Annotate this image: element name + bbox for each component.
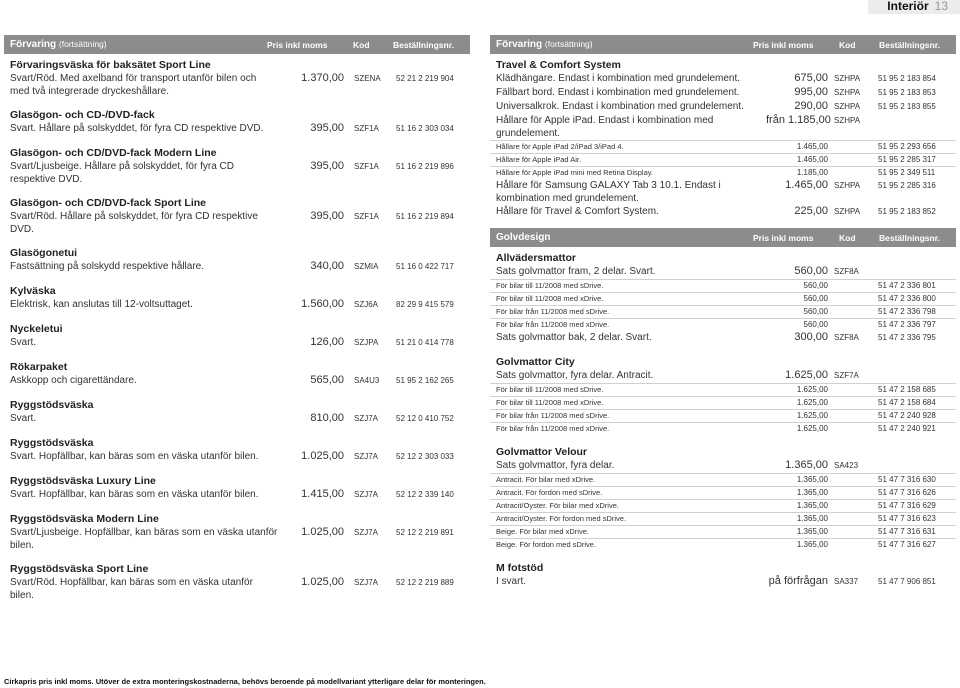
product-price: 395,00 xyxy=(310,160,344,172)
order-number: 51 95 2 285 316 xyxy=(878,181,936,190)
product-description: Hållare för Apple iPad Air. xyxy=(496,155,582,164)
product-price: 1.370,00 xyxy=(301,72,344,84)
order-number: 52 12 2 339 140 xyxy=(396,490,454,499)
header-subtitle: (fortsättning) xyxy=(544,39,593,49)
order-number: 52 12 2 303 033 xyxy=(396,452,454,461)
product-row xyxy=(490,459,956,473)
order-number: 51 95 2 285 317 xyxy=(878,155,936,164)
product-description: Beige. För bilar med xDrive. xyxy=(496,527,589,536)
product-row xyxy=(4,336,470,350)
product-code: SZENA xyxy=(354,74,381,83)
order-number: 52 12 0 410 752 xyxy=(396,414,454,423)
order-number: 51 47 2 336 798 xyxy=(878,307,936,316)
product-price: 1.465,00 xyxy=(785,179,828,191)
order-number: 82 29 9 415 579 xyxy=(396,300,454,309)
sub-product-row xyxy=(490,140,956,153)
product-price: 1.365,00 xyxy=(796,488,828,497)
product-row xyxy=(4,374,470,388)
sub-product-row xyxy=(490,383,956,396)
left-sections xyxy=(4,58,470,602)
product-price: 1.365,00 xyxy=(785,459,828,471)
section-heading: M fotstöd xyxy=(496,562,544,574)
product-description: Fällbart bord. Endast i kombination med grundelement. xyxy=(496,87,740,98)
order-number: 51 95 2 183 854 xyxy=(878,74,936,83)
product-price: 810,00 xyxy=(310,412,344,424)
order-number: 51 16 2 219 896 xyxy=(396,162,454,171)
section-heading: Allvädersmattor xyxy=(496,252,576,264)
product-code: SZF7A xyxy=(834,371,859,380)
section-heading: Ryggstödsväska Luxury Line xyxy=(10,475,156,487)
product-code: SA337 xyxy=(834,577,859,586)
product-description: För bilar från 11/2008 med xDrive. xyxy=(496,424,610,433)
section-heading: Travel & Comfort System xyxy=(496,59,621,71)
product-price: 1.625,00 xyxy=(785,369,828,381)
product-description: Svart/Ljusbeige. Hopfällbar, kan bäras som en väska utanför bilen. xyxy=(10,527,278,551)
product-row xyxy=(490,100,956,114)
order-number: 51 21 0 414 778 xyxy=(396,338,454,347)
product-price: 1.365,00 xyxy=(796,475,828,484)
product-price: 560,00 xyxy=(794,265,828,277)
col-order-header: Beställningsnr. xyxy=(879,232,940,243)
product-price: 126,00 xyxy=(310,336,344,348)
product-description: Antracit. För fordon med sDrive. xyxy=(496,488,603,497)
product-row xyxy=(490,369,956,383)
product-description: Sats golvmattor, fyra delar. xyxy=(496,460,615,471)
product-description: Hållare för Apple iPad. Endast i kombination med grundelement. xyxy=(496,115,714,139)
section-heading: Rökarpaket xyxy=(10,361,68,373)
product-description: Askkopp och cigarettändare. xyxy=(10,375,137,386)
col-code-header: Kod xyxy=(839,39,856,50)
header-subtitle: (fortsättning) xyxy=(58,39,107,49)
travel-comfort-section xyxy=(490,58,956,219)
product-price: 560,00 xyxy=(803,320,828,329)
mfot-section xyxy=(490,561,956,589)
col-order-header: Beställningsnr. xyxy=(879,39,940,50)
sub-product-row xyxy=(490,279,956,292)
product-description: Antracit. För bilar med xDrive. xyxy=(496,475,596,484)
table-header-right-2 xyxy=(490,228,956,247)
section-heading: Ryggstödsväska xyxy=(10,437,94,449)
product-price: 675,00 xyxy=(794,72,828,84)
product-code: SZF1A xyxy=(354,124,379,133)
sub-product-row xyxy=(490,305,956,318)
product-code: SZMIA xyxy=(354,262,379,271)
section-heading: Ryggstödsväska xyxy=(10,399,94,411)
order-number: 51 16 2 303 034 xyxy=(396,124,454,133)
product-section xyxy=(4,474,470,502)
product-price: 1.365,00 xyxy=(796,514,828,523)
product-code: SZHPA xyxy=(834,102,861,111)
product-code: SZF1A xyxy=(354,212,379,221)
order-number: 51 47 7 316 623 xyxy=(878,514,936,523)
product-description: För bilar till 11/2008 med xDrive. xyxy=(496,398,604,407)
order-number: 51 95 2 183 855 xyxy=(878,102,936,111)
col-order-header: Beställningsnr. xyxy=(393,39,454,50)
section-heading: Ryggstödsväska Sport Line xyxy=(10,563,149,575)
page-number: 13 xyxy=(934,0,948,13)
product-description: Sats golvmattor, fyra delar. Antracit. xyxy=(496,370,654,381)
order-number: 51 47 7 906 851 xyxy=(878,577,936,586)
page-header xyxy=(887,0,948,13)
product-code: SZF8A xyxy=(834,333,859,342)
section-heading: Förvaringsväska för baksätet Sport Line xyxy=(10,59,211,71)
product-section xyxy=(4,512,470,552)
product-code: SZJ6A xyxy=(354,300,379,309)
product-description: För bilar till 11/2008 med sDrive. xyxy=(496,385,604,394)
col-price-header: Pris inkl moms xyxy=(753,39,814,50)
order-number: 51 47 2 158 685 xyxy=(878,385,936,394)
order-number: 51 16 2 219 894 xyxy=(396,212,454,221)
product-section xyxy=(4,284,470,312)
section-heading: Ryggstödsväska Modern Line xyxy=(10,513,159,525)
product-code: SZHPA xyxy=(834,74,861,83)
product-price: 1.625,00 xyxy=(796,398,828,407)
sub-product-row xyxy=(490,473,956,486)
product-section xyxy=(4,146,470,186)
product-description: För bilar från 11/2008 med xDrive. xyxy=(496,320,610,329)
product-price: 560,00 xyxy=(803,294,828,303)
table-header-left xyxy=(4,35,470,54)
product-price: på förfrågan xyxy=(768,575,828,587)
product-description: Fastsättning på solskydd respektive hållare. xyxy=(10,261,204,272)
order-number: 51 47 7 316 630 xyxy=(878,475,936,484)
order-number: 51 47 7 316 626 xyxy=(878,488,936,497)
product-description: Svart/Ljusbeige. Hållare på solskyddet, för fyra CD respektive DVD. xyxy=(10,161,234,185)
product-description: Hållare för Samsung GALAXY Tab 3 10.1. Endast i kombination med grundelement. xyxy=(496,180,721,204)
section-heading: Golvmattor City xyxy=(496,356,575,368)
product-code: SA4U3 xyxy=(354,376,380,385)
product-code: SZJ7A xyxy=(354,578,379,587)
product-section xyxy=(4,246,470,274)
header-title: Golvdesign xyxy=(496,232,551,243)
product-section xyxy=(4,360,470,388)
section-heading: Kylväska xyxy=(10,285,56,297)
order-number: 51 47 2 336 801 xyxy=(878,281,936,290)
product-section xyxy=(4,562,470,602)
product-code: SZJ7A xyxy=(354,452,379,461)
product-description: Sats golvmattor bak, 2 delar. Svart. xyxy=(496,332,652,343)
product-description: Antracit/Oyster. För fordon med sDrive. xyxy=(496,514,627,523)
product-price: 290,00 xyxy=(794,100,828,112)
product-code: SZHPA xyxy=(834,88,861,97)
product-description: Sats golvmattor fram, 2 delar. Svart. xyxy=(496,266,656,277)
product-description: Svart. Hopfällbar, kan bäras som en väska utanför bilen. xyxy=(10,489,259,500)
product-row xyxy=(4,298,470,312)
product-code: SZHPA xyxy=(834,181,861,190)
sub-product-row xyxy=(490,292,956,305)
product-price: 1.415,00 xyxy=(301,488,344,500)
product-row xyxy=(490,114,956,140)
sub-product-row xyxy=(490,409,956,422)
sub-product-row xyxy=(490,153,956,166)
col-code-header: Kod xyxy=(353,39,370,50)
product-section xyxy=(4,398,470,426)
product-row xyxy=(4,412,470,426)
product-description: Svart. xyxy=(10,337,37,348)
allvader-section xyxy=(490,251,956,345)
sub-product-row xyxy=(490,486,956,499)
product-price: 1.560,00 xyxy=(301,298,344,310)
order-number: 51 95 2 162 265 xyxy=(396,376,454,385)
product-description: Hållare för Apple iPad mini med Retina Display. xyxy=(496,168,654,177)
section-heading: Nyckeletui xyxy=(10,323,63,335)
product-price: 300,00 xyxy=(794,331,828,343)
order-number: 51 95 2 293 656 xyxy=(878,142,936,151)
product-code: SZF8A xyxy=(834,267,859,276)
section-heading: Golvmattor Velour xyxy=(496,446,588,458)
product-price: från 1.185,00 xyxy=(766,114,831,126)
product-row xyxy=(490,575,956,589)
product-row xyxy=(4,488,470,502)
product-row xyxy=(490,86,956,100)
order-number: 51 47 2 240 921 xyxy=(878,424,936,433)
product-description: Universalkrok. Endast i kombination med grundelement. xyxy=(496,101,744,112)
product-price: 1.465,00 xyxy=(796,155,828,164)
order-number: 51 47 2 336 800 xyxy=(878,294,936,303)
product-code: SZJPA xyxy=(354,338,379,347)
product-section xyxy=(4,436,470,464)
col-price-header: Pris inkl moms xyxy=(267,39,328,50)
product-description: Svart/Röd. Med axelband för transport utanför bilen och med två integrerade dryckeshållare. xyxy=(10,73,257,97)
velour-section xyxy=(490,445,956,551)
product-description: För bilar till 11/2008 med sDrive. xyxy=(496,281,604,290)
product-section xyxy=(4,322,470,350)
product-description: I svart. xyxy=(496,576,527,587)
header-title: Förvaring xyxy=(10,39,57,50)
product-description: Svart/Röd. Hopfällbar, kan bäras som en väska utanför bilen. xyxy=(10,577,253,601)
table-header-right-1 xyxy=(490,35,956,54)
product-price: 1.625,00 xyxy=(796,411,828,420)
order-number: 52 21 2 219 904 xyxy=(396,74,454,83)
sub-product-row xyxy=(490,318,956,331)
product-description: Klädhängare. Endast i kombination med grundelement. xyxy=(496,73,741,84)
product-row xyxy=(490,331,956,345)
order-number: 52 12 2 219 891 xyxy=(396,528,454,537)
order-number: 51 47 2 336 795 xyxy=(878,333,936,342)
product-description: Svart. Hållare på solskyddet, för fyra CD respektive DVD. xyxy=(10,123,264,134)
sub-product-row xyxy=(490,512,956,525)
product-row xyxy=(4,210,470,236)
order-number: 51 95 2 183 853 xyxy=(878,88,936,97)
product-row xyxy=(4,72,470,98)
product-row xyxy=(4,576,470,602)
product-row xyxy=(4,526,470,552)
order-number: 51 47 2 158 684 xyxy=(878,398,936,407)
product-description: Hållare för Apple iPad 2/iPad 3/iPad 4. xyxy=(496,142,624,151)
sub-product-row xyxy=(490,166,956,179)
product-row xyxy=(490,205,956,219)
order-number: 52 12 2 219 889 xyxy=(396,578,454,587)
product-price: 1.625,00 xyxy=(796,385,828,394)
product-price: 1.365,00 xyxy=(796,540,828,549)
product-description: Svart. xyxy=(10,413,37,424)
product-code: SZHPA xyxy=(834,116,861,125)
product-description: För bilar till 11/2008 med xDrive. xyxy=(496,294,604,303)
product-price: 1.185,00 xyxy=(796,168,828,177)
product-section xyxy=(4,58,470,98)
product-price: 395,00 xyxy=(310,210,344,222)
product-code: SZJ7A xyxy=(354,414,379,423)
sub-product-row xyxy=(490,525,956,538)
section-heading: Glasögon- och CD/DVD-fack Modern Line xyxy=(10,147,217,159)
footer-note xyxy=(4,677,486,686)
left-column xyxy=(4,35,470,602)
product-price: 560,00 xyxy=(803,281,828,290)
product-row xyxy=(490,72,956,86)
right-column xyxy=(490,35,956,589)
product-section xyxy=(4,108,470,136)
order-number: 51 95 2 183 852 xyxy=(878,207,936,216)
sub-product-row xyxy=(490,422,956,435)
section-title: Interiör xyxy=(887,0,929,13)
product-price: 1.025,00 xyxy=(301,576,344,588)
product-price: 340,00 xyxy=(310,260,344,272)
product-section xyxy=(4,196,470,236)
product-description: Hållare för Travel & Comfort System. xyxy=(496,206,659,217)
city-section xyxy=(490,355,956,435)
col-price-header: Pris inkl moms xyxy=(753,232,814,243)
sub-product-row xyxy=(490,499,956,512)
product-price: 1.625,00 xyxy=(796,424,828,433)
footer-text: Utöver de extra monteringskostnaderna, behövs beroende på modellvariant ytterligare delar för monteringen. xyxy=(95,677,486,686)
product-row xyxy=(4,160,470,186)
product-row xyxy=(4,450,470,464)
section-heading: Glasögonetui xyxy=(10,247,78,259)
order-number: 51 47 7 316 629 xyxy=(878,501,936,510)
product-price: 1.025,00 xyxy=(301,450,344,462)
product-description: Svart. Hopfällbar, kan bäras som en väska utanför bilen. xyxy=(10,451,259,462)
section-heading: Glasögon- och CD-/DVD-fack xyxy=(10,109,155,121)
product-price: 560,00 xyxy=(803,307,828,316)
product-description: För bilar från 11/2008 med sDrive. xyxy=(496,411,610,420)
product-description: Svart/Röd. Hållare på solskyddet, för fyra CD respektive DVD. xyxy=(10,211,258,235)
order-number: 51 47 7 316 627 xyxy=(878,540,936,549)
order-number: 51 47 2 240 928 xyxy=(878,411,936,420)
footer-bold: Cirkapris pris inkl moms. xyxy=(4,677,94,686)
order-number: 51 95 2 349 511 xyxy=(878,168,936,177)
col-code-header: Kod xyxy=(839,232,856,243)
product-price: 1.365,00 xyxy=(796,501,828,510)
product-price: 225,00 xyxy=(794,205,828,217)
product-row xyxy=(4,260,470,274)
product-price: 995,00 xyxy=(794,86,828,98)
product-code: SZF1A xyxy=(354,162,379,171)
product-price: 1.465,00 xyxy=(796,142,828,151)
sub-product-row xyxy=(490,538,956,551)
product-description: Antracit/Oyster. För bilar med xDrive. xyxy=(496,501,619,510)
product-code: SZJ7A xyxy=(354,528,379,537)
product-price: 565,00 xyxy=(310,374,344,386)
product-price: 1.365,00 xyxy=(796,527,828,536)
product-code: SZJ7A xyxy=(354,490,379,499)
product-description: För bilar från 11/2008 med sDrive. xyxy=(496,307,610,316)
product-price: 1.025,00 xyxy=(301,526,344,538)
product-description: Beige. För fordon med sDrive. xyxy=(496,540,597,549)
header-title: Förvaring xyxy=(496,39,543,50)
product-row xyxy=(490,179,956,205)
product-price: 395,00 xyxy=(310,122,344,134)
order-number: 51 47 7 316 631 xyxy=(878,527,936,536)
product-description: Elektrisk, kan anslutas till 12-voltsuttaget. xyxy=(10,299,193,310)
product-row xyxy=(4,122,470,136)
product-code: SA423 xyxy=(834,461,859,470)
product-code: SZHPA xyxy=(834,207,861,216)
section-heading: Glasögon- och CD/DVD-fack Sport Line xyxy=(10,197,207,209)
order-number: 51 47 2 336 797 xyxy=(878,320,936,329)
product-row xyxy=(490,265,956,279)
order-number: 51 16 0 422 717 xyxy=(396,262,454,271)
sub-product-row xyxy=(490,396,956,409)
